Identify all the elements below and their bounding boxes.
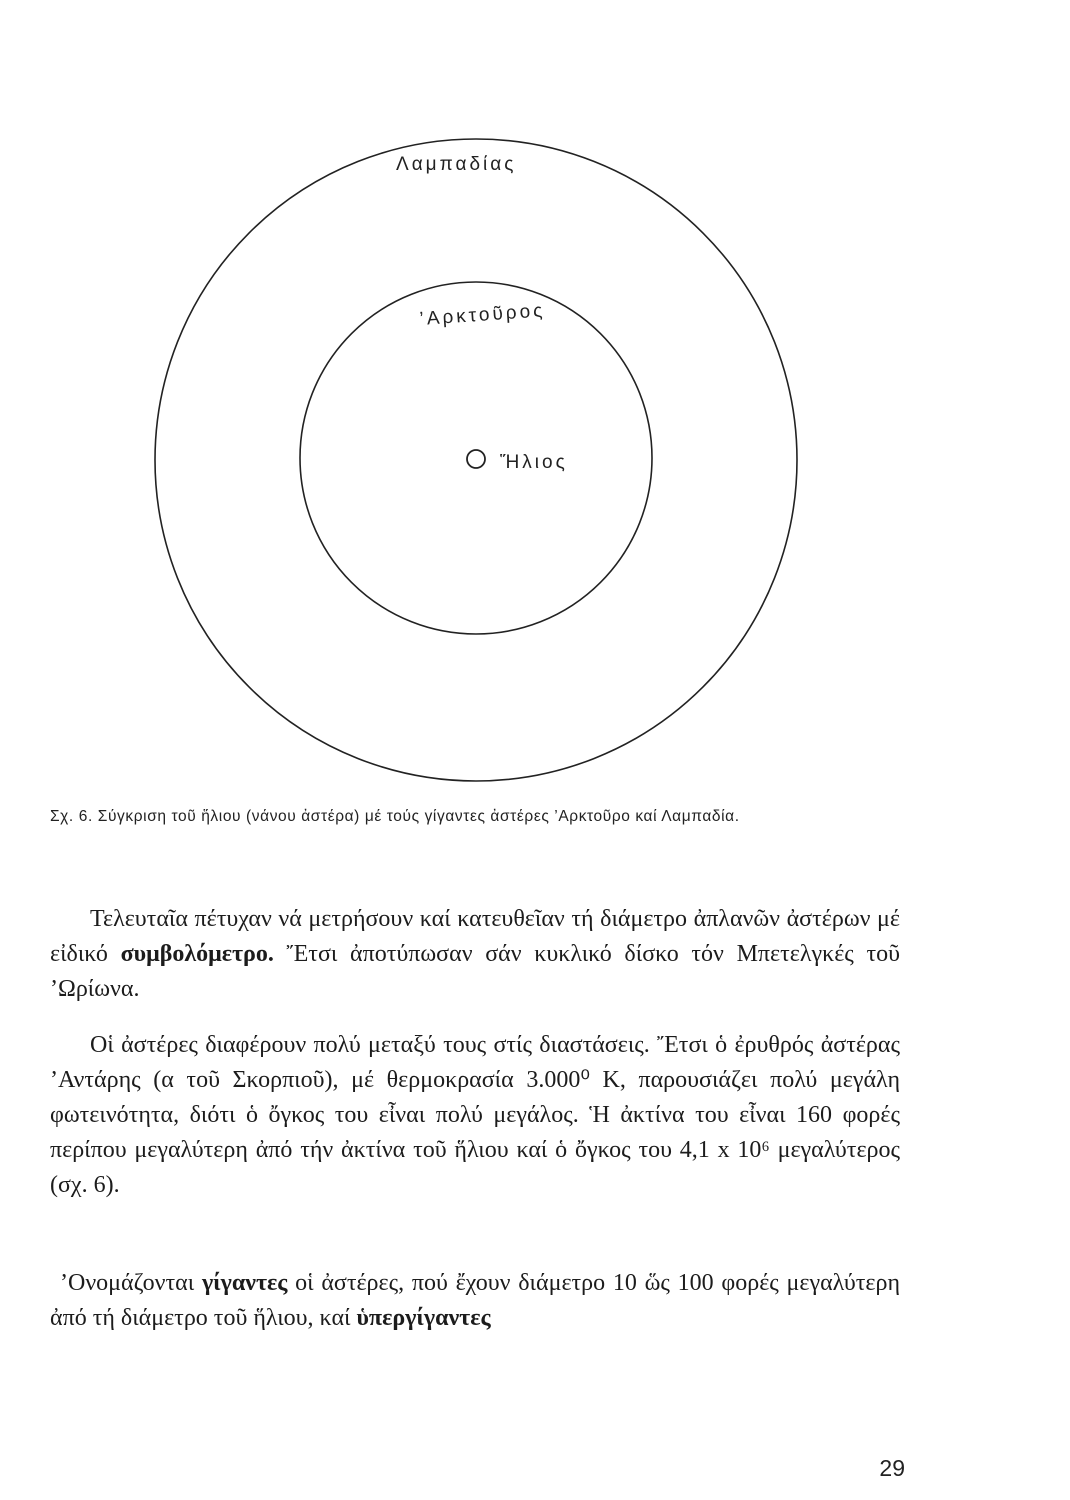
lampadias-label: Λαμπαδίας: [396, 154, 517, 175]
page-number: 29: [879, 1455, 905, 1481]
paragraph-text: Τελευταῖα πέτυχαν νά μετρήσουν καί κατευθεῖαν τή διάμετρο ἀπλανῶν ἀστέρων μέ εἰδικό: [50, 906, 900, 967]
lampadias-circle: [155, 139, 797, 781]
arcturus-circle: [300, 282, 652, 634]
paragraph-text: ’Ονομάζονται: [60, 1270, 202, 1296]
paragraph-text: οἱ ἀστέρες, πού ἔχουν διάμετρο 10 ὥς 100 φορές μεγαλύτερη ἀπό τή διάμετρο τοῦ ἥλιου, καί: [50, 1270, 900, 1331]
paragraph-antares: [50, 1028, 900, 1203]
paragraph-symbolometer: [50, 902, 900, 1007]
caption-number: Σχ. 6: [50, 808, 88, 825]
bold-term-supergiants: ὑπεργίγαντες: [356, 1305, 491, 1331]
bold-term-symbolometer: συμβολόμετρο.: [120, 941, 274, 967]
figure-caption: Σχ. 6. Σύγκριση τοῦ ἥλιου (νάνου ἀστέρα) μέ τούς γίγαντες ἀστέρες ’Αρκτοῦρο καί Λαμπαδία.: [50, 808, 740, 825]
arcturus-label: ’Αρκτοῦρος: [418, 300, 546, 330]
sun-circle: [467, 450, 485, 468]
caption-text: Σύγκριση τοῦ ἥλιου (νάνου ἀστέρα) μέ τούς γίγαντες ἀστέρες ’Αρκτοῦρο καί Λαμπαδία.: [97, 808, 740, 825]
paragraph-text: Ἔτσι ἀποτύπωσαν σάν κυκλικό δίσκο τόν Μπετελγκές τοῦ ’Ωρίωνα.: [50, 941, 900, 1002]
paragraph-giants: [50, 1266, 900, 1336]
sun-label: Ἥλιος: [500, 452, 568, 473]
bold-term-giants: γίγαντες: [201, 1270, 288, 1296]
paragraph-text: Οἱ ἀστέρες διαφέρουν πολύ μεταξύ τους στίς διαστάσεις. Ἔτσι ὁ ἐρυθρός ἀστέρας ’Αντάρης (α τοῦ Σκορπιοῦ), μέ θερμοκρασία 3.000⁰ Κ, παρουσιάζει πολύ μεγάλη φωτεινότητα, διότι ὁ ὄγκος του εἶναι πολύ μεγάλος. Ἡ ἀκτίνα του εἶναι 160 φορές περίπου μεγαλύτερη ἀπό τήν ἀκτίνα τοῦ ἥλιου καί ὁ ὄγκος του 4,1 x 10⁶ μεγαλύτερος (σχ. 6).: [50, 1032, 900, 1198]
